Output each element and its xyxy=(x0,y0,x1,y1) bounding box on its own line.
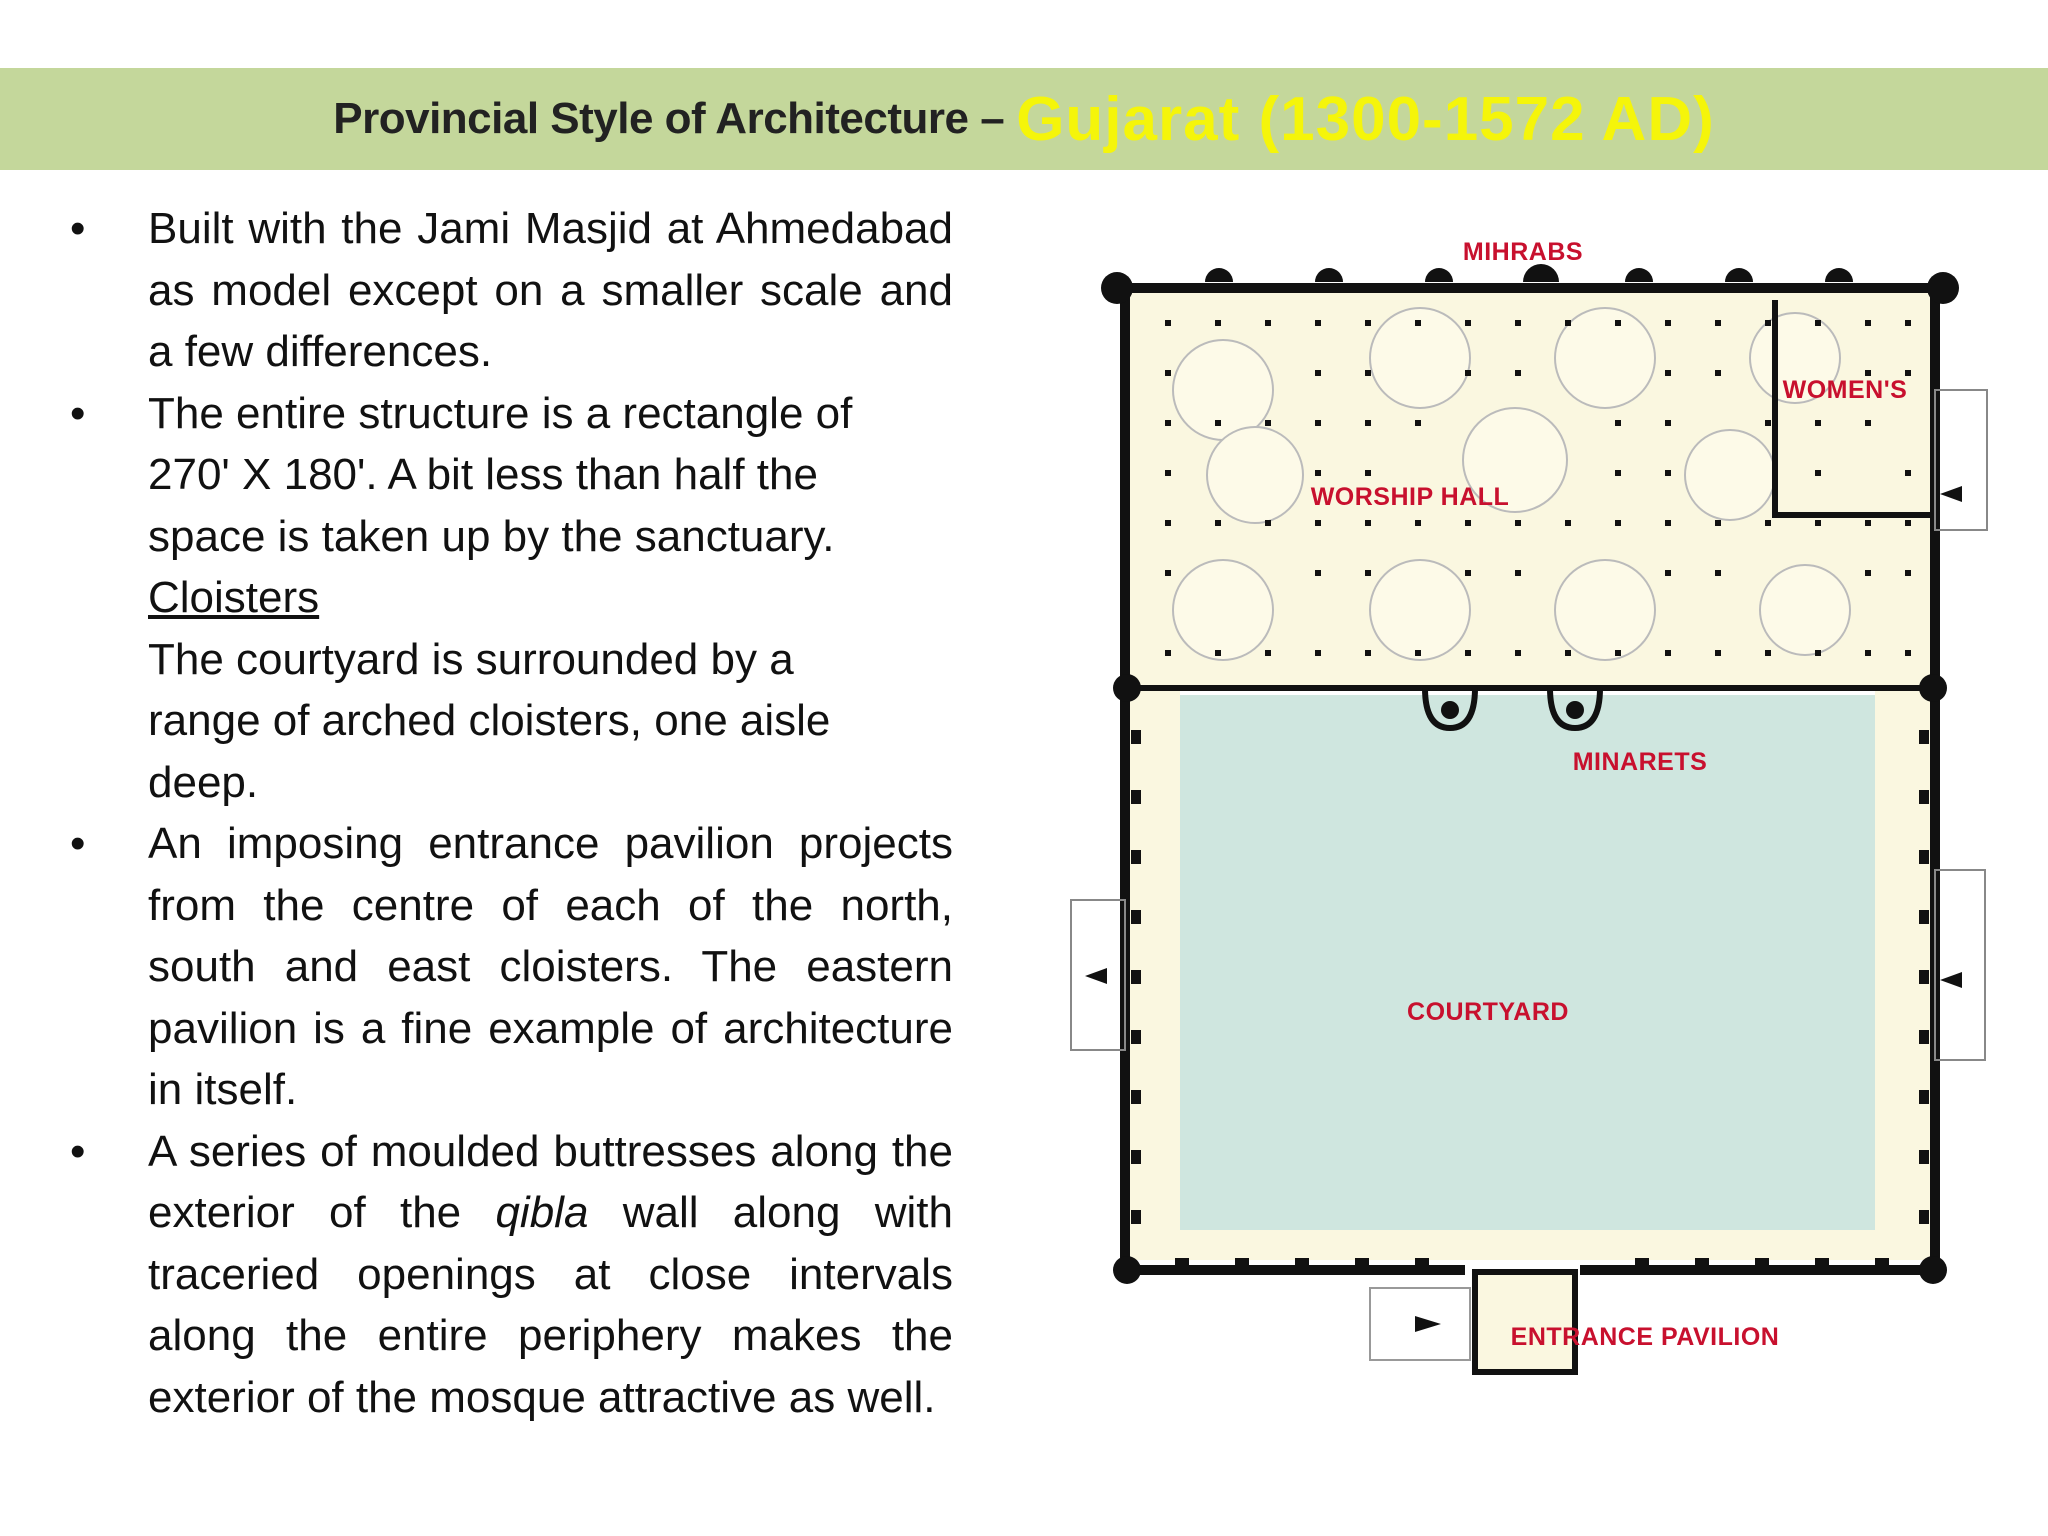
mihrab-projections xyxy=(1205,264,1853,282)
bullet-text-before: A series of moulded buttresses along the exterior of the xyxy=(148,1126,953,1237)
cloisters-heading: Cloisters xyxy=(148,573,320,622)
title-bar xyxy=(0,68,2048,170)
bullet-text: An imposing entrance pavilion projects from the centre of each of the north, south and east cloisters. The eastern pavilion is a fine example of architecture in itself. xyxy=(148,819,953,1114)
mosque-floor-plan xyxy=(1055,210,2005,1430)
entrance-pavilion-box xyxy=(1475,1272,1575,1372)
bullet-item xyxy=(58,383,953,568)
bullet-item xyxy=(58,1121,953,1429)
qibla-emphasis: qibla xyxy=(495,1188,589,1237)
label-courtyard: COURTYARD xyxy=(1407,998,1569,1026)
bullet-list xyxy=(58,198,953,1428)
south-cloister xyxy=(1125,1230,1935,1260)
entrance-arrow-icon xyxy=(1415,1316,1441,1332)
bullet-dot: • xyxy=(70,1126,86,1176)
bullet-item xyxy=(58,813,953,1121)
bullet-dot: • xyxy=(70,819,86,868)
label-womens: WOMEN'S xyxy=(1782,376,1908,404)
slide-title: Provincial Style of Architecture – xyxy=(333,94,1005,143)
floor-plan-svg xyxy=(1055,210,2005,1430)
bullet-text-after: wall along with traceried openings at close intervals along the entire periphery makes the exterior of the mosque attractive as well. xyxy=(148,1188,953,1422)
bullet-dot: • xyxy=(70,204,86,253)
bullet-dot: • xyxy=(70,388,86,438)
bullet-text: Built with the Jami Masjid at Ahmedabad as model except on a smaller scale and a few differences. xyxy=(148,204,953,376)
cloisters-text: The courtyard is surrounded by a range of arched cloisters, one aisle deep. xyxy=(148,634,831,807)
label-mihrabs: MIHRABS xyxy=(1462,238,1584,266)
bullet-text: The entire structure is a rectangle of 270' X 180'. A bit less than half the space is taken up by the sanctuary. xyxy=(148,388,853,561)
slide-title-accent: Gujarat (1300-1572 AD) xyxy=(1016,84,1715,154)
bullet-item xyxy=(58,198,953,383)
label-entrance-pavilion: ENTRANCE PAVILION xyxy=(1510,1323,1780,1351)
bullet-text xyxy=(148,1121,953,1429)
courtyard-area xyxy=(1180,695,1875,1230)
label-minarets: MINARETS xyxy=(1572,748,1708,776)
label-worship-hall: WORSHIP HALL xyxy=(1310,483,1510,511)
cloisters-block xyxy=(58,567,953,813)
